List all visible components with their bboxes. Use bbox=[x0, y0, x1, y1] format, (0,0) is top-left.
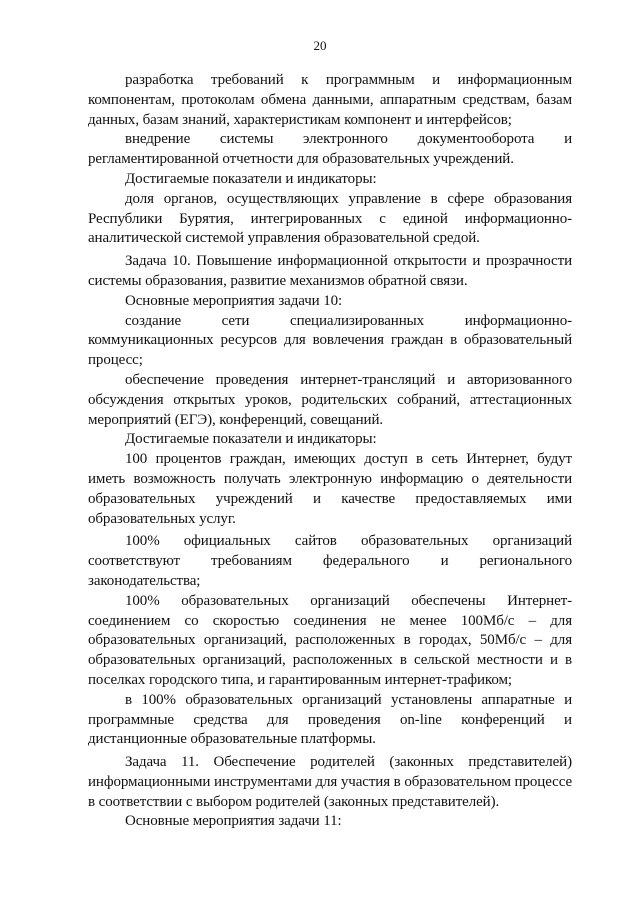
heading-activities-task-10: Основные мероприятия задачи 10: bbox=[125, 292, 343, 309]
paragraph-internet-speed: 100% образовательных организаций обеспечены Интернет-соединением со скоростью соединения не менее 100Мб/с – для образовательных организаций, расположенных в городах, 50Мб/с – для образовательных организаций, расположенных в сельской местности и в поселках городского типа, и гарантированным интернет-трафиком; bbox=[88, 592, 572, 688]
heading-activities-task-11: Основные мероприятия задачи 11: bbox=[125, 813, 342, 830]
paragraph-requirements: разработка требований к программным и информационным компонентам, протоколам обмена данными, аппаратным средствам, базам данных, базам знаний, характеристикам компонент и интерфейсов; bbox=[88, 72, 572, 128]
paragraph-broadcasts: обеспечение проведения интернет-трансляций и авторизованного обсуждения открытых уроков, родительских собраний, аттестационных мероприятий (ЕГЭ), конференций, совещаний. bbox=[88, 371, 572, 428]
paragraph-network-resources: создание сети специализированных информационно-коммуникационных ресурсов для вовлечения граждан в образовательный процесс; bbox=[88, 312, 572, 369]
heading-task-10: Задача 10. Повышение информационной открытости и прозрачности системы образования, развитие механизмов обратной связи. bbox=[88, 253, 572, 289]
paragraph-share-of-bodies: доля органов, осуществляющих управление в сфере образования Республики Бурятия, интегрированных с единой информационно-аналитической системой управления образовательной средой. bbox=[88, 190, 572, 247]
document-body bbox=[88, 71, 572, 832]
heading-indicators-2: Достигаемые показатели и индикаторы: bbox=[125, 431, 377, 448]
heading-indicators-1: Достигаемые показатели и индикаторы: bbox=[125, 170, 377, 187]
paragraph-citizens-access: 100 процентов граждан, имеющих доступ в сеть Интернет, будут иметь возможность получать электронную информацию о деятельности образовательных учреждений и качестве предоставляемых ими образовательных услуг. bbox=[88, 451, 572, 527]
page-number: 20 bbox=[313, 38, 327, 53]
paragraph-official-sites: 100% официальных сайтов образовательных организаций соответствуют требованиям федерального и регионального законодательства; bbox=[88, 533, 572, 589]
heading-task-11: Задача 11. Обеспечение родителей (законных представителей) информационными инструментами для участия в образовательном процессе в соответствии с выбором родителей (законных представителей). bbox=[88, 754, 572, 810]
paragraph-online-platforms: в 100% образовательных организаций установлены аппаратные и программные средства для проведения on-line конференций и дистанционные образовательные платформы. bbox=[88, 691, 572, 748]
paragraph-edo: внедрение системы электронного документооборота и регламентированной отчетности для образовательных учреждений. bbox=[88, 131, 572, 168]
